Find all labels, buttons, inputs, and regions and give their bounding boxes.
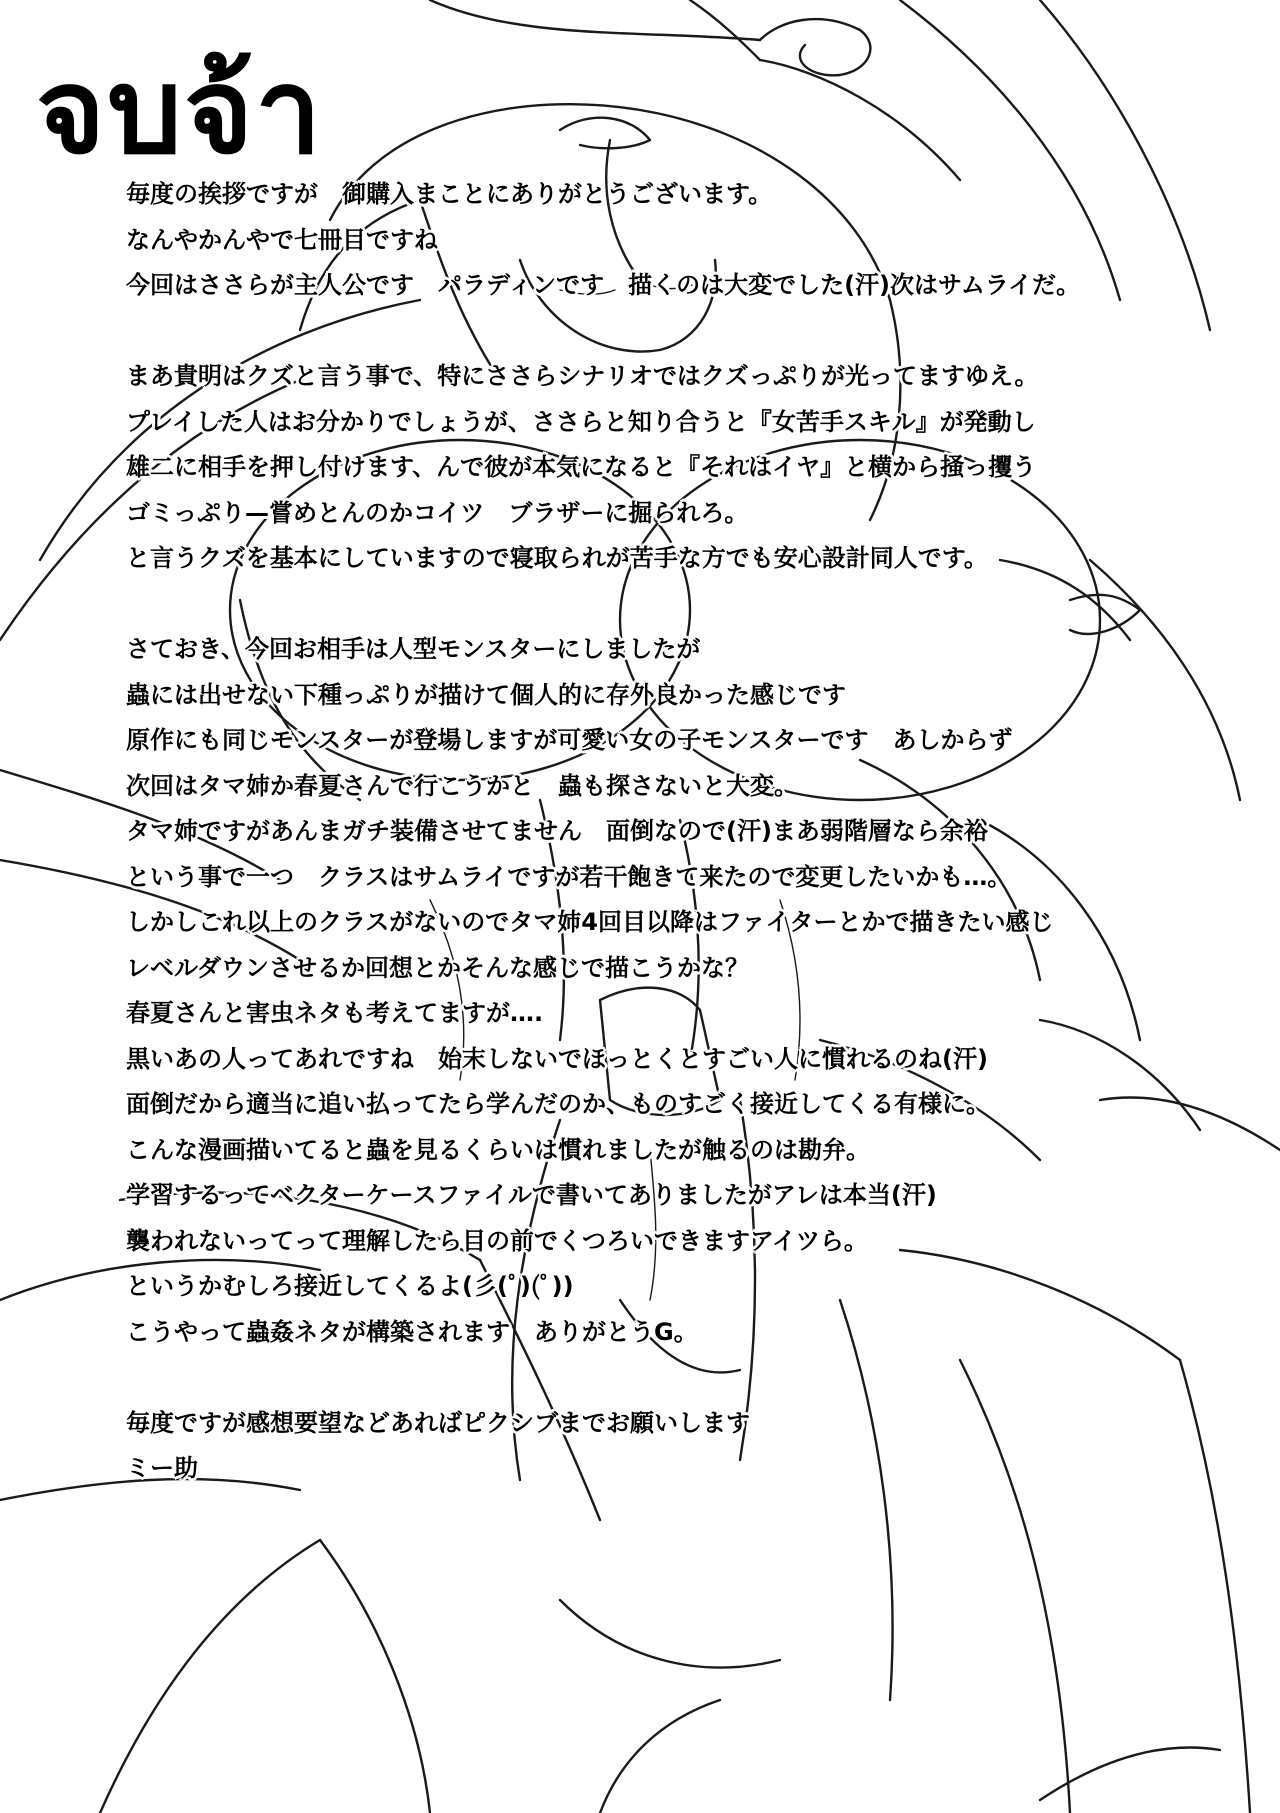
text-line: 次回はタマ姉か春夏さんで行こうかと 蟲も探さないと大変。 [126,771,798,800]
text-line: しかしこれ以上のクラスがないのでタマ姉4回目以降はファイターとかで描きたい感じ [126,908,1054,936]
text-line: 学習するってベクターケースファイルで書いてありましたがアレは本当(汗) [126,1181,937,1209]
text-line: と言うクズを基本にしていますので寝取られが苦手な方でも安心設計同人です。 [126,544,988,572]
text-line: 面倒だから適当に追い払ってたら学んだのか、ものすごく接近してくる有様に。 [126,1090,990,1118]
text-line: 蟲には出せない下種っぷりが描けて個人的に存外良かった感じです [126,680,846,709]
afterword-text-block [126,172,1246,1492]
heading-end-text: จบจ้า [36,42,324,180]
text-line: なんやかんやで七冊目ですね [126,225,438,254]
text-line: タマ姉ですがあんまガチ装備させてません 面倒なので(汗)まあ弱階層なら余裕 [126,817,988,845]
text-line: さておき、今回お相手は人型モンスターにしましたが [126,635,701,663]
text-line: こうやって蟲姦ネタが構築されます ありがとうG。 [126,1317,698,1346]
signature-line: ミー助 [126,1454,198,1482]
text-line: 毎度の挨拶ですが 御購入まことにありがとうございます。 [126,180,773,208]
blank-line [126,582,1246,628]
text-line: という事で一つ クラスはサムライですが若干飽きて来たので変更したいかも…。 [126,862,1012,891]
text-line: 毎度ですが感想要望などあればピクシブまでお願いします [126,1408,750,1437]
blank-line [126,1355,1246,1401]
text-line: 黒いあの人ってあれですね 始末しないでほっとくとすごい人に慣れるのね(汗) [126,1044,988,1073]
text-line: 雄二に相手を押し付けます、んで彼が本気になると『それはイヤ』と横から掻っ攫う [126,453,1037,481]
text-line: レベルダウンさせるか回想とかそんな感じで描こうかな？ [126,953,750,982]
blank-line [126,309,1246,355]
text-line: こんな漫画描いてると蟲を見るくらいは慣れましたが触るのは勘弁。 [126,1135,870,1164]
text-line: 襲われないってって理解したら目の前でくつろいできますアイツら。 [126,1226,868,1255]
text-line: ゴミっぷり—嘗めとんのかコイツ ブラザーに掘られろ。 [126,498,749,527]
text-line: 春夏さんと害虫ネタも考えてますが…. [126,999,544,1027]
text-line: プレイした人はお分かりでしょうが、ささらと知り合うと『女苦手スキル』が発動し [126,407,1036,436]
text-line: 原作にも同じモンスターが登場しますが可愛い女の子モンスターです あしからず [126,726,1013,754]
text-line: というかむしろ接近してくるよ(彡(ﾟ)(ﾟ)) [126,1272,574,1300]
text-line: 今回はささらが主人公です パラディンです 描くのは大変でした(汗)次はサムライだ。 [126,271,1081,299]
text-line: まあ貴明はクズと言う事で、特にささらシナリオではクズっぷりが光ってますゆえ。 [126,362,1039,390]
